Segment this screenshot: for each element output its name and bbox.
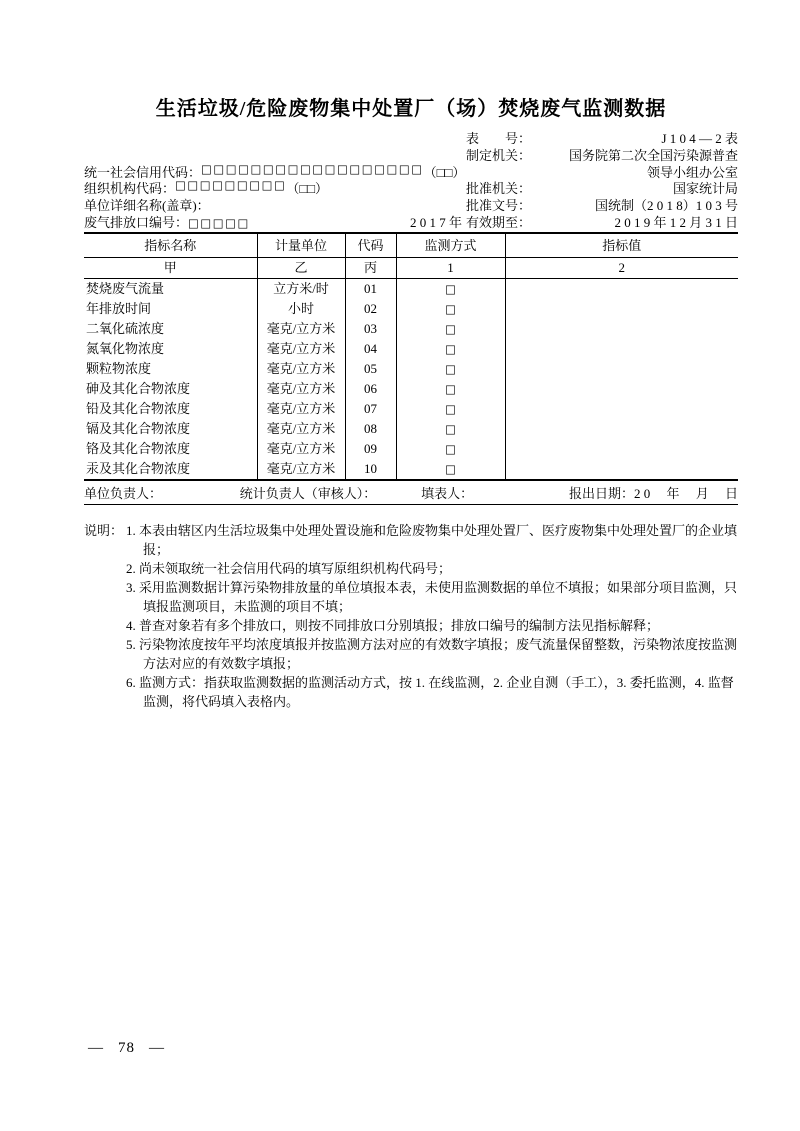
code-cell: 01 [345, 278, 396, 299]
subheader-2: 2 [505, 257, 738, 278]
monitoring-method-cell [396, 399, 505, 419]
validity-label: 有效期至： [466, 214, 532, 230]
indicator-table-head [84, 233, 738, 279]
table-row [84, 459, 738, 480]
indicator-name-cell: 二氧化硫浓度 [86, 320, 165, 336]
form-no-value: J 1 0 4 — 2 表 [661, 131, 738, 146]
indicator-value-cell [505, 359, 738, 379]
table-row [84, 339, 738, 359]
indicator-value-cell [505, 339, 738, 359]
code-cell: 05 [345, 359, 396, 379]
credit-code-boxes: □□□□□□□□□□□□□□□□□□ [201, 161, 424, 176]
note-item: 1. 本表由辖区内生活垃圾集中处理处置设施和危险废物集中处理处置厂、医疗废物集中处理处置厂的企业填报； [126, 522, 738, 557]
validity-value: 2 0 1 9 年 1 2 月 3 1 日 [614, 214, 738, 230]
unit-cell: 毫克/立方米 [257, 339, 345, 359]
table-row [84, 278, 738, 299]
checkbox-icon: □ [445, 441, 456, 456]
unit-cell: 毫克/立方米 [257, 439, 345, 459]
checkbox-icon: □ [445, 341, 456, 356]
col-header-code: 代码 [345, 233, 396, 258]
report-date-label: 报出日期：2 0 年 月 日 [568, 485, 738, 501]
indicator-value-cell [505, 399, 738, 419]
unit-name-label: 单位详细名称(盖章)： [84, 198, 210, 214]
validity-row [466, 212, 738, 231]
issuer-label: 制定机关： [466, 147, 532, 163]
stats-head-label: 统计负责人（审核人）： [239, 485, 377, 501]
monitoring-method-cell [396, 359, 505, 379]
note-item: 6. 监测方式：指获取监测数据的监测活动方式，按 1. 在线监测，2. 企业自测（手工），3. 委托监测，4. 监督监测，将代码填入表格内。 [126, 674, 734, 709]
outlet-inner [84, 212, 250, 231]
monitoring-method-cell [396, 439, 505, 459]
table-row [84, 319, 738, 339]
indicator-value-cell [505, 319, 738, 339]
indicator-name-cell: 砷及其化合物浓度 [86, 380, 191, 396]
doc-no-value: 国统制（2 0 1 8）1 0 3 号 [594, 198, 738, 214]
monitoring-method-cell [396, 299, 505, 319]
unit-cell: 小时 [257, 299, 345, 319]
unit-cell: 毫克/立方米 [257, 399, 345, 419]
subheader-row [84, 257, 738, 278]
signature-row [84, 481, 738, 505]
code-cell: 02 [345, 299, 396, 319]
monitoring-method-cell [396, 278, 505, 299]
checkbox-icon: □ [445, 401, 456, 416]
monitoring-method-cell [396, 459, 505, 480]
table-row [84, 439, 738, 459]
code-cell: 04 [345, 339, 396, 359]
unit-cell: 毫克/立方米 [257, 359, 345, 379]
note-item: 2. 尚未领取统一社会信用代码的填写原组织机构代码号； [126, 560, 452, 576]
outlet-label: 废气排放口编号： [84, 214, 189, 230]
checkbox-icon: □ [445, 321, 456, 336]
checkbox-icon: □ [445, 281, 456, 296]
note-item: 5. 污染物浓度按年平均浓度填报并按监测方法对应的有效数字填报；废气流量保留整数，污染物浓度按监测方法对应的有效数字填报； [126, 636, 738, 671]
checkbox-icon: □ [445, 461, 456, 476]
unit-cell: 毫克/立方米 [257, 379, 345, 399]
notes-section [84, 521, 738, 711]
monitoring-method-cell [396, 379, 505, 399]
table-row [84, 299, 738, 319]
checkbox-icon: □ [445, 301, 456, 316]
page-footer [88, 1040, 165, 1057]
outlet-boxes: □□□□□ [188, 215, 250, 230]
indicator-name-cell: 氮氧化物浓度 [86, 340, 165, 356]
indicator-value-cell [505, 459, 738, 480]
indicator-value-cell [505, 439, 738, 459]
code-cell: 07 [345, 399, 396, 419]
meta-line-credit-code [84, 162, 738, 179]
notes-items [126, 521, 738, 711]
subheader-1: 1 [396, 257, 505, 278]
indicator-table [84, 232, 738, 481]
code-cell: 08 [345, 419, 396, 439]
footer-dash-left: — [88, 1040, 104, 1056]
checkbox-icon: □ [445, 381, 456, 396]
unit-cell: 毫克/立方米 [257, 319, 345, 339]
page-number: 78 [118, 1040, 135, 1056]
code-cell: 03 [345, 319, 396, 339]
table-row [84, 379, 738, 399]
code-cell: 06 [345, 379, 396, 399]
indicator-name-cell: 汞及其化合物浓度 [86, 460, 191, 476]
checkbox-icon: □ [445, 361, 456, 376]
code-cell: 10 [345, 459, 396, 480]
issuer-value-line1: 国务院第二次全国污染源普查 [568, 147, 738, 163]
form-meta-block [84, 128, 738, 229]
unit-cell: 毫克/立方米 [257, 419, 345, 439]
note-item: 3. 采用监测数据计算污染物排放量的单位填报本表，未使用监测数据的单位不填报；如果部分项目监测，只填报监测项目，未监测的项目不填； [126, 579, 738, 614]
issuer-value-line2: 领导小组办公室 [646, 164, 738, 180]
doc-no-label: 批准文号： [466, 198, 532, 214]
monitoring-method-cell [396, 319, 505, 339]
meta-line-org-code [84, 178, 738, 195]
report-year: 2 0 1 7 年 [409, 214, 462, 230]
indicator-value-cell [505, 299, 738, 319]
checkbox-icon: □ [445, 421, 456, 436]
credit-code-label: 统一社会信用代码： [84, 164, 202, 180]
indicator-name-cell: 焚烧废气流量 [86, 280, 165, 296]
indicator-name-cell: 镉及其化合物浓度 [86, 420, 191, 436]
subheader-yi: 乙 [257, 257, 345, 278]
subheader-jia: 甲 [84, 257, 257, 278]
outlet-row [84, 212, 462, 231]
note-item: 4. 普查对象若有多个排放口，则按不同排放口分别填报；排放口编号的编制方法见指标解释； [126, 617, 660, 633]
indicator-name-cell: 铅及其化合物浓度 [86, 400, 191, 416]
unit-head-label: 单位负责人： [84, 485, 163, 501]
credit-code-suffix: （□□） [423, 164, 466, 180]
table-row [84, 419, 738, 439]
indicator-value-cell [505, 379, 738, 399]
unit-cell: 毫克/立方米 [257, 459, 345, 480]
form-content [84, 92, 738, 711]
page-title: 生活垃圾/危险废物集中处置厂（场）焚烧废气监测数据 [155, 98, 667, 120]
subheader-bing: 丙 [345, 257, 396, 278]
col-header-indicator-value: 指标值 [505, 233, 738, 258]
meta-line-form-no [84, 128, 738, 145]
indicator-name-cell: 年排放时间 [86, 300, 152, 316]
monitoring-method-cell [396, 339, 505, 359]
form-no-label: 表 号： [466, 131, 532, 146]
unit-cell: 立方米/时 [257, 278, 345, 299]
meta-line-outlet [84, 212, 738, 229]
org-code-suffix: （□□） [286, 181, 329, 197]
indicator-name-cell: 颗粒物浓度 [86, 360, 152, 376]
approver-value: 国家统计局 [672, 181, 738, 197]
indicator-value-cell [505, 278, 738, 299]
table-row [84, 359, 738, 379]
indicator-value-cell [505, 419, 738, 439]
col-header-indicator-name: 指标名称 [84, 233, 257, 258]
org-code-boxes: □□□□□□□□□ [175, 178, 287, 193]
indicator-table-body [84, 278, 738, 480]
meta-line-unit-name [84, 195, 738, 212]
notes-label: 说明： [84, 522, 124, 538]
col-header-monitoring-method: 监测方式 [396, 233, 505, 258]
code-cell: 09 [345, 439, 396, 459]
approver-label: 批准机关： [466, 181, 532, 197]
meta-line-issuer [84, 145, 738, 162]
indicator-name-cell: 铬及其化合物浓度 [86, 440, 191, 456]
monitoring-method-cell [396, 419, 505, 439]
org-code-label: 组织机构代码： [84, 181, 176, 197]
header-row [84, 233, 738, 258]
preparer-label: 填表人： [421, 485, 474, 501]
col-header-unit: 计量单位 [257, 233, 345, 258]
table-row [84, 399, 738, 419]
footer-dash-right: — [149, 1040, 165, 1056]
